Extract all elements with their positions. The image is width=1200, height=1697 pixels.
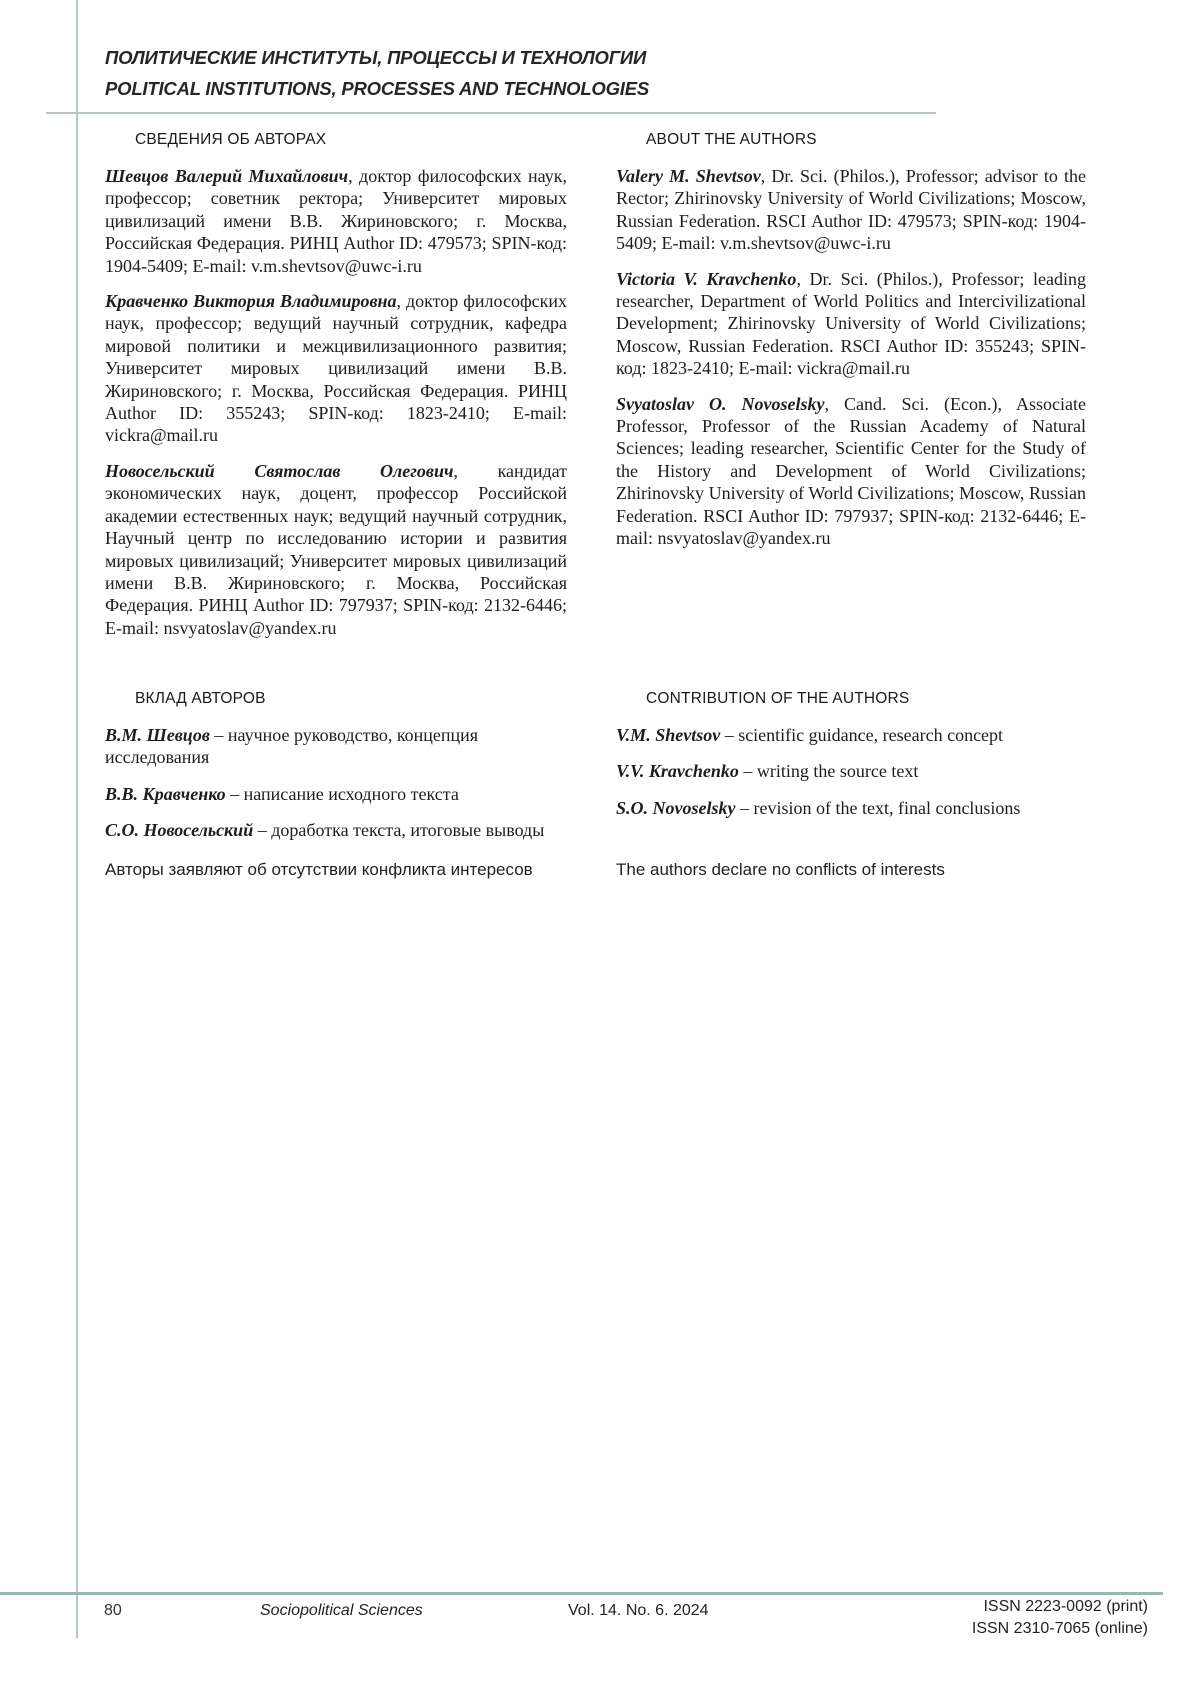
author-details: , Dr. Sci. (Philos.), Professor; advisor to the Rector; Zhirinovsky University of World Civilizations; Moscow, Russian Federation. RSCI Author ID: 479573; SPIN-код: 1904-5409; E-mail: v.m.shevtsov@uwc-i.ru	[616, 166, 1087, 254]
contribution-role: – scientific guidance, research concept	[724, 725, 1004, 745]
issn-print: ISSN 2223-0092 (print)	[983, 1598, 1148, 1615]
contribution-ru-section	[105, 690, 567, 856]
author-bio-en-kravchenko	[616, 268, 1086, 380]
contributor-name: S.O. Novoselsky	[616, 797, 736, 818]
contribution-role: – научное руководство, концепция исследования	[105, 725, 479, 768]
author-bio-en-novoselsky	[616, 393, 1086, 550]
contribution-role: – writing the source text	[743, 761, 919, 782]
header-divider	[46, 112, 936, 114]
author-details: , Dr. Sci. (Philos.), Professor; leading researcher, Department of World Politics and Intercivilizational Development; Zhirinovsky University of World Civilizations; Moscow, Russian Federation. RSCI Author ID: 355243; SPIN-код: 1823-2410; E-mail: vickra@mail.ru	[616, 268, 1086, 379]
left-margin-rule	[76, 0, 78, 1638]
contribution-item	[616, 760, 1091, 782]
contribution-role: – доработка текста, итоговые выводы	[257, 820, 545, 841]
conflict-statement-ru: Авторы заявляют об отсутствии конфликта интересов	[105, 860, 533, 879]
contribution-item	[616, 724, 1091, 746]
contribution-role: – revision of the text, final conclusions	[740, 797, 1021, 818]
about-authors-ru-heading: СВЕДЕНИЯ ОБ АВТОРАХ	[135, 131, 327, 148]
contributor-name: В.В. Кравченко	[105, 783, 226, 804]
contribution-role: – написание исходного текста	[230, 783, 459, 804]
about-authors-ru-section	[105, 131, 567, 652]
contributor-name: С.О. Новосельский	[105, 820, 254, 841]
author-details: , кандидат экономических наук, доцент, профессор Российской академии естественных наук; ведущий научный сотрудник, Научный центр по исследованию истории и развития мировых цивилизаций; Университет мировых цивилизаций имени В.В. Жириновского; г. Москва, Российская Федерация. РИНЦ Author ID: 797937; SPIN-код: 2132-6446; E-mail: nsvyatoslav@yandex.ru	[105, 460, 567, 638]
author-name: Кравченко Виктория Владимировна	[105, 291, 397, 312]
author-details: , Cand. Sci. (Econ.), Associate Professor, Professor of the Russian Academy of Natural Sciences; leading researcher, Scientific Center for the Study of the History and Development of World Civilizations; Zhirinovsky University of World Civilizations; Moscow, Russian Federation. RSCI Author ID: 797937; SPIN-код: 2132-6446; E-mail: nsvyatoslav@yandex.ru	[616, 393, 1086, 549]
section-header-ru: ПОЛИТИЧЕСКИЕ ИНСТИТУТЫ, ПРОЦЕССЫ И ТЕХНОЛОГИИ	[105, 47, 647, 68]
contribution-item	[105, 783, 567, 805]
author-bio-ru-novoselsky	[105, 460, 567, 639]
author-details: , доктор философских наук, профессор; советник ректора; Университет мировых цивилизаций имени В.В. Жириновского; г. Москва, Российская Федерация. РИНЦ Author ID: 479573; SPIN-код: 1904-5409; E-mail: v.m.shevtsov@uwc-i.ru	[105, 166, 567, 276]
section-header-en: POLITICAL INSTITUTIONS, PROCESSES AND TECHNOLOGIES	[105, 78, 650, 99]
contribution-item	[105, 724, 567, 769]
contribution-item	[616, 797, 1091, 819]
contributor-name: V.V. Kravchenko	[616, 761, 739, 782]
contribution-ru-heading: ВКЛАД АВТОРОВ	[135, 690, 266, 707]
contribution-en-heading: CONTRIBUTION OF THE AUTHORS	[646, 690, 910, 707]
author-name: Valery M. Shevtsov	[616, 166, 761, 186]
about-authors-en-heading: ABOUT THE AUTHORS	[646, 131, 817, 148]
author-name: Шевцов Валерий Михайлович	[105, 166, 349, 186]
conflict-statement-en: The authors declare no conflicts of interests	[616, 860, 945, 879]
author-bio-en-shevtsov	[616, 165, 1086, 255]
page-number: 80	[104, 1602, 122, 1619]
section-header	[105, 42, 649, 104]
author-name: Victoria V. Kravchenko	[616, 268, 797, 289]
author-bio-ru-kravchenko	[105, 290, 567, 447]
author-bio-ru-shevtsov	[105, 165, 567, 277]
footer-divider	[0, 1592, 1163, 1595]
about-authors-en-section	[616, 131, 1086, 563]
contribution-en-section	[616, 690, 1091, 833]
author-details: , доктор философских наук, профессор; ведущий научный сотрудник, кафедра мировой политики и межцивилизационного развития; Университет мировых цивилизаций имени В.В. Жириновского; г. Москва, Российская Федерация. РИНЦ Author ID: 355243; SPIN-код: 1823-2410; E-mail: vickra@mail.ru	[105, 291, 567, 446]
issn-block	[972, 1596, 1148, 1640]
volume-issue: Vol. 14. No. 6. 2024	[568, 1602, 709, 1619]
journal-title: Sociopolitical Sciences	[260, 1602, 423, 1619]
author-name: Svyatoslav O. Novoselsky	[616, 393, 825, 414]
issn-online: ISSN 2310-7065 (online)	[971, 1620, 1148, 1637]
contributor-name: В.М. Шевцов	[105, 725, 210, 745]
contributor-name: V.M. Shevtsov	[616, 725, 721, 745]
author-name: Новосельский Святослав Олегович	[105, 460, 454, 481]
contribution-item	[105, 819, 567, 841]
